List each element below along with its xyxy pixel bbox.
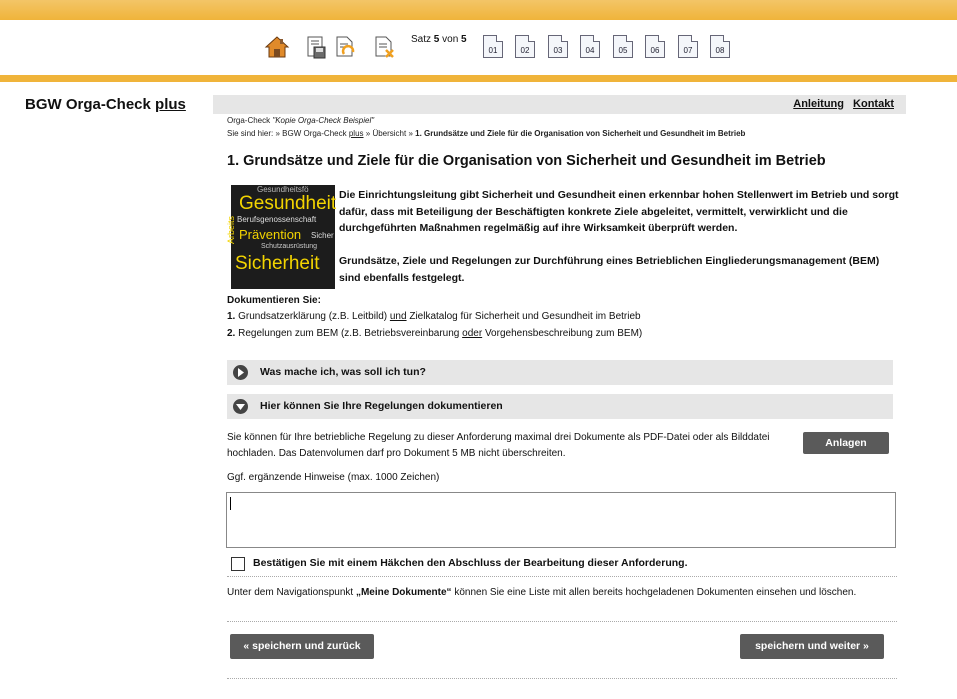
- documents-label: Dokumentieren Sie:: [227, 295, 321, 306]
- brand-name: BGW Orga-Check: [25, 96, 151, 113]
- accordion-what-to-do-label: Was mache ich, was soll ich tun?: [260, 366, 426, 378]
- breadcrumb-current: 1. Grundsätze und Ziele für die Organisation von Sicherheit und Gesundheit im Betrieb: [415, 129, 746, 138]
- document-item-2: [227, 328, 642, 339]
- record-counter-mid: von: [442, 34, 459, 45]
- page-06-icon[interactable]: [645, 35, 665, 58]
- thumb-word-2: Gesundheit: [239, 193, 337, 214]
- upload-info-text: Sie können für Ihre betriebliche Regelung zu dieser Anforderung maximal drei Dokumente als PDF-Datei oder als Bilddatei hochladen. Das Datenvolumen darf pro Dokument 5 MB nicht überschreiten.: [227, 432, 770, 459]
- delete-document-icon[interactable]: [372, 35, 396, 59]
- page-02-label: 02: [520, 46, 530, 55]
- page-06-label: 06: [650, 46, 660, 55]
- page-05-icon[interactable]: [613, 35, 633, 58]
- my-documents-note: [227, 584, 887, 601]
- page-08-icon[interactable]: [710, 35, 730, 58]
- save-and-back-button[interactable]: « speichern und zurück: [230, 634, 374, 659]
- record-counter-current: 5: [433, 34, 440, 45]
- orga-check-prefix: Orga-Check: [227, 116, 271, 125]
- page-07-icon[interactable]: [678, 35, 698, 58]
- main-content: [213, 95, 906, 685]
- page-03-label: 03: [553, 46, 563, 55]
- hints-label: Ggf. ergänzende Hinweise (max. 1000 Zeichen): [227, 472, 440, 483]
- note-suffix: können Sie eine Liste mit allen bereits hochgeladenen Dokumenten einsehen und löschen.: [454, 587, 857, 598]
- breadcrumb-overview-link[interactable]: » Übersicht »: [365, 129, 413, 138]
- record-counter-total: 5: [461, 34, 467, 45]
- document-item-1-conjunction: und: [389, 311, 407, 322]
- document-item-2-text-a: Regelungen zum BEM (z.B. Betriebsvereinbarung: [238, 328, 460, 339]
- document-item-2-text-b: Vorgehensbeschreibung zum BEM): [484, 328, 643, 339]
- thumb-word-3: Berufsgenossenschaft: [237, 215, 317, 224]
- my-documents-link[interactable]: „Meine Dokumente“: [355, 587, 452, 598]
- hints-textarea[interactable]: [226, 492, 896, 548]
- save-and-next-button[interactable]: speichern und weiter »: [740, 634, 884, 659]
- page-03-icon[interactable]: [548, 35, 568, 58]
- divider: [227, 678, 897, 679]
- breadcrumb: [227, 129, 745, 138]
- topic-image: [226, 185, 337, 289]
- thumb-word-7: Sicherheit: [235, 253, 320, 274]
- divider: [227, 576, 897, 577]
- record-counter: [411, 34, 467, 45]
- confirm-label: Bestätigen Sie mit einem Häkchen den Abschluss der Bearbeitung dieser Anforderung.: [253, 557, 688, 569]
- brand-title: [25, 96, 186, 113]
- accordion-what-to-do[interactable]: [227, 360, 893, 385]
- intro-text: Die Einrichtungsleitung gibt Sicherheit und Gesundheit einen erkennbar hohen Stellenwert im Betrieb und sorgt dafür, dass mit Beteiligung der Beschäftigten konkrete Ziele abgeleitet, vermittelt, verwirklicht und die durchgeführten Maßnahmen regelmäßig auf ihre Wirksamkeit überprüft werden.: [339, 189, 899, 234]
- header-links: [787, 98, 894, 110]
- page-04-label: 04: [585, 46, 595, 55]
- home-icon[interactable]: [265, 35, 289, 59]
- record-counter-prefix: Satz: [411, 34, 432, 45]
- note-prefix: Unter dem Navigationspunkt: [227, 587, 354, 598]
- document-item-1-number: 1.: [227, 311, 236, 322]
- divider: [227, 621, 897, 622]
- page-01-label: 01: [488, 46, 498, 55]
- confirm-checkbox[interactable]: [231, 557, 245, 571]
- toolbar-accent-bar: [0, 75, 957, 82]
- thumb-word-8: Arbeits: [226, 215, 237, 245]
- chevron-down-icon: [233, 399, 248, 414]
- undo-document-icon[interactable]: [333, 35, 357, 59]
- thumb-word-6: Schutzausrüstung: [261, 243, 318, 250]
- accordion-document-regulations-label: Hier können Sie Ihre Regelungen dokumentieren: [260, 400, 503, 412]
- document-item-1-text-a: Grundsatzerklärung (z.B. Leitbild): [238, 311, 388, 322]
- text-cursor: [230, 497, 231, 510]
- kontakt-link[interactable]: Kontakt: [853, 98, 894, 110]
- accordion-document-regulations[interactable]: [227, 394, 893, 419]
- anleitung-link[interactable]: Anleitung: [793, 98, 844, 110]
- attachments-button[interactable]: Anlagen: [803, 432, 889, 454]
- breadcrumb-home-link[interactable]: Sie sind hier: » BGW Orga-Check: [227, 129, 347, 138]
- page-04-icon[interactable]: [580, 35, 600, 58]
- save-icon[interactable]: [303, 35, 327, 59]
- thumb-word-5: Sicher: [311, 231, 334, 240]
- intro-bem-text: Grundsätze, Ziele und Regelungen zur Durchführung eines Betrieblichen Eingliederungsmanagement (BEM) sind ebenfalls festgelegt.: [339, 255, 880, 284]
- page-title: 1. Grundsätze und Ziele für die Organisation von Sicherheit und Gesundheit im Betrieb: [227, 153, 826, 169]
- breadcrumb-plus[interactable]: plus: [348, 129, 364, 138]
- page-01-icon[interactable]: [483, 35, 503, 58]
- thumb-word-1: Gesundheitsfö: [257, 185, 309, 194]
- page-02-icon[interactable]: [515, 35, 535, 58]
- thumb-word-4: Prävention: [239, 227, 302, 242]
- toolbar: [0, 20, 957, 75]
- chevron-right-icon: [233, 365, 248, 380]
- page-07-label: 07: [683, 46, 693, 55]
- document-item-1: [227, 311, 641, 322]
- document-item-2-number: 2.: [227, 328, 236, 339]
- page-05-label: 05: [618, 46, 628, 55]
- orga-check-name: "Kopie Orga-Check Beispiel": [272, 116, 375, 125]
- top-accent-bar: [0, 0, 957, 20]
- document-item-1-text-b: Zielkatalog für Sicherheit und Gesundheit im Betrieb: [409, 311, 641, 322]
- header-bar: [213, 95, 906, 114]
- page-08-label: 08: [715, 46, 725, 55]
- orga-check-title: [227, 116, 374, 125]
- document-item-2-conjunction: oder: [462, 328, 483, 339]
- brand-suffix: plus: [155, 96, 186, 113]
